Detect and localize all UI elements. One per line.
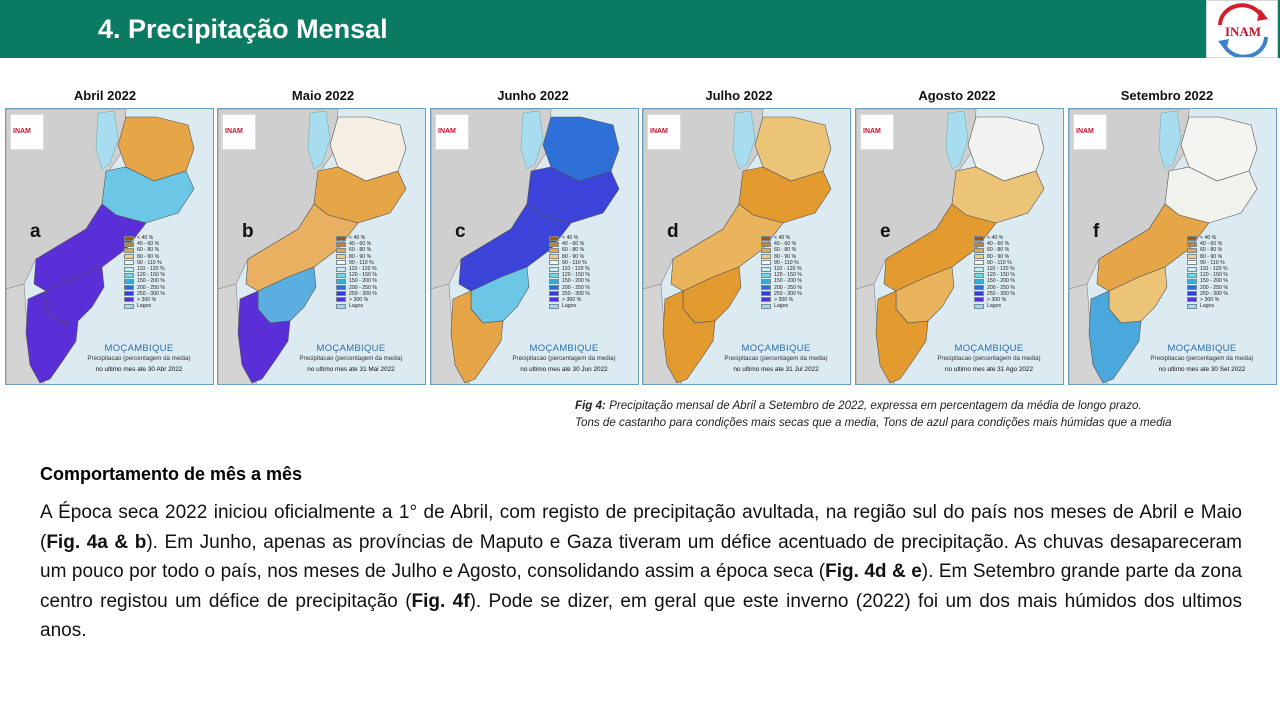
figure-caption-line1: Precipitação mensal de Abril a Setembro de 2022, expressa em percentagem da média de longo prazo.	[605, 399, 1142, 412]
panel-letter: e	[880, 221, 891, 242]
panel-letter: c	[455, 221, 466, 242]
legend-swatch	[549, 273, 559, 278]
legend-swatch	[336, 297, 346, 302]
legend-swatch	[974, 285, 984, 290]
legend-label: 150 - 200 %	[774, 278, 802, 285]
map-caption	[703, 343, 849, 373]
map-subtitle: Precipitacao (percentagem da media)	[87, 355, 191, 362]
legend-label: 120 - 150 %	[987, 272, 1015, 279]
map-legend	[974, 235, 1062, 309]
fig-ref-4f: Fig. 4f	[411, 590, 470, 612]
map-subtitle: Precipitacao (percentagem da media)	[1150, 355, 1254, 362]
legend-swatch	[761, 242, 771, 247]
legend-swatch	[336, 260, 346, 265]
legend-swatch	[974, 260, 984, 265]
legend-label: 90 - 110 %	[774, 259, 799, 266]
inam-mini-logo: INAM	[647, 114, 681, 150]
legend-swatch	[124, 248, 134, 253]
legend-swatch	[549, 304, 559, 309]
legend-label: 110 - 120 %	[774, 266, 802, 273]
inam-mini-logo: INAM	[860, 114, 894, 150]
map-legend	[1187, 235, 1275, 309]
legend-label: 250 - 300 %	[1200, 290, 1228, 297]
map-country: MOÇAMBIQUE	[104, 343, 174, 354]
legend-item	[124, 303, 212, 309]
legend-label: 110 - 120 %	[137, 266, 165, 273]
legend-swatch	[549, 254, 559, 259]
legend-swatch	[974, 273, 984, 278]
panel-letter: d	[667, 221, 679, 242]
map-subtitle: Precipitacao (percentagem da media)	[512, 355, 616, 362]
map-legend	[124, 235, 212, 309]
legend-swatch	[336, 248, 346, 253]
legend-swatch	[124, 242, 134, 247]
legend-label: 120 - 150 %	[774, 272, 802, 279]
legend-swatch	[974, 236, 984, 241]
legend-label: 90 - 110 %	[562, 259, 587, 266]
legend-item	[1187, 303, 1275, 309]
legend-swatch	[549, 291, 559, 296]
panel-title: Maio 2022	[291, 88, 355, 103]
map-country: MOÇAMBIQUE	[1167, 343, 1237, 354]
legend-label: 60 - 80 %	[137, 247, 160, 254]
section-title: Comportamento de mês a mês	[40, 464, 303, 484]
legend-label: 250 - 300 %	[137, 290, 165, 297]
legend-swatch	[1187, 260, 1197, 265]
legend-item	[974, 303, 1062, 309]
map-caption	[66, 343, 212, 373]
legend-swatch	[1187, 248, 1197, 253]
legend-label: 80 - 90 %	[562, 253, 585, 260]
legend-swatch	[761, 248, 771, 253]
inam-mini-logo: INAM	[222, 114, 256, 150]
legend-swatch	[974, 304, 984, 309]
legend-label: > 300 %	[349, 296, 369, 303]
figure-caption-line2: Tons de castanho para condições mais secas que a media, Tons de azul para condições mais húmidas que a media	[575, 416, 1172, 429]
legend-swatch	[974, 291, 984, 296]
map-legend	[549, 235, 637, 309]
legend-swatch	[124, 279, 134, 284]
map-panel	[642, 108, 851, 385]
legend-swatch	[761, 254, 771, 259]
legend-label: 90 - 110 %	[1200, 259, 1225, 266]
map-subtitle: Precipitacao (percentagem da media)	[937, 355, 1041, 362]
map-caption	[278, 343, 424, 373]
logo-text: INAM	[1224, 24, 1262, 39]
figure-label: Fig 4:	[575, 399, 606, 412]
legend-swatch	[549, 279, 559, 284]
legend-label: < 40 %	[349, 235, 366, 242]
map-subtitle: Precipitacao (percentagem da media)	[299, 355, 403, 362]
map-date: no ultimo mes ate 31 Jul 2022	[733, 366, 819, 373]
legend-swatch	[974, 279, 984, 284]
legend-label: 250 - 300 %	[774, 290, 802, 297]
legend-label: < 40 %	[774, 235, 791, 242]
legend-label: 110 - 120 %	[1200, 266, 1228, 273]
legend-label: 200 - 250 %	[562, 284, 590, 291]
inam-logo-icon	[1210, 3, 1276, 57]
legend-label: 250 - 300 %	[987, 290, 1015, 297]
inam-logo	[1206, 0, 1278, 58]
legend-swatch	[1187, 236, 1197, 241]
legend-swatch	[124, 297, 134, 302]
legend-swatch	[336, 304, 346, 309]
legend-swatch	[761, 304, 771, 309]
legend-swatch	[549, 242, 559, 247]
legend-swatch	[336, 236, 346, 241]
legend-label: 60 - 80 %	[562, 247, 585, 254]
legend-swatch	[974, 297, 984, 302]
legend-swatch	[1187, 267, 1197, 272]
legend-label: > 300 %	[1200, 296, 1220, 303]
legend-label: < 40 %	[137, 235, 154, 242]
legend-label: 250 - 300 %	[349, 290, 377, 297]
legend-label: < 40 %	[562, 235, 579, 242]
map-panel	[1068, 108, 1277, 385]
legend-label: Lagos	[349, 303, 364, 310]
map-date: no ultimo mes ate 30 Set 2022	[1158, 366, 1246, 373]
legend-label: 40 - 60 %	[987, 241, 1010, 248]
legend-label: > 300 %	[562, 296, 582, 303]
legend-label: 200 - 250 %	[137, 284, 165, 291]
legend-swatch	[761, 297, 771, 302]
legend-label: 40 - 60 %	[137, 241, 160, 248]
legend-swatch	[336, 242, 346, 247]
legend-label: 150 - 200 %	[562, 278, 590, 285]
legend-label: 120 - 150 %	[349, 272, 377, 279]
legend-label: 40 - 60 %	[562, 241, 585, 248]
legend-label: 60 - 80 %	[1200, 247, 1223, 254]
map-date: no ultimo mes ate 30 Jun 2022	[520, 366, 608, 373]
map-legend	[336, 235, 424, 309]
legend-label: 90 - 110 %	[349, 259, 374, 266]
legend-swatch	[336, 273, 346, 278]
panel-title: Junho 2022	[497, 88, 569, 103]
legend-label: > 300 %	[774, 296, 794, 303]
legend-label: < 40 %	[987, 235, 1004, 242]
legend-label: 150 - 200 %	[1200, 278, 1228, 285]
legend-swatch	[1187, 297, 1197, 302]
panel-title: Setembro 2022	[1120, 88, 1214, 103]
map-subtitle: Precipitacao (percentagem da media)	[724, 355, 828, 362]
legend-label: 80 - 90 %	[1200, 253, 1223, 260]
legend-swatch	[1187, 304, 1197, 309]
legend-swatch	[761, 273, 771, 278]
panel-title: Abril 2022	[73, 88, 137, 103]
legend-item	[336, 303, 424, 309]
legend-swatch	[336, 279, 346, 284]
legend-swatch	[1187, 279, 1197, 284]
figure-caption	[575, 397, 1172, 431]
legend-label: 250 - 300 %	[562, 290, 590, 297]
legend-swatch	[124, 260, 134, 265]
legend-swatch	[124, 273, 134, 278]
legend-swatch	[974, 267, 984, 272]
map-legend	[761, 235, 849, 309]
legend-swatch	[1187, 254, 1197, 259]
legend-swatch	[336, 267, 346, 272]
legend-swatch	[549, 236, 559, 241]
legend-label: > 300 %	[137, 296, 157, 303]
legend-label: 200 - 250 %	[774, 284, 802, 291]
legend-label: Lagos	[1200, 303, 1215, 310]
legend-swatch	[549, 248, 559, 253]
map-date: no ultimo mes ate 31 Ago 2022	[944, 366, 1034, 373]
legend-swatch	[124, 291, 134, 296]
legend-label: 60 - 80 %	[987, 247, 1010, 254]
legend-label: 80 - 90 %	[774, 253, 797, 260]
map-panel	[5, 108, 214, 385]
legend-swatch	[124, 304, 134, 309]
map-country: MOÇAMBIQUE	[954, 343, 1024, 354]
legend-label: 150 - 200 %	[137, 278, 165, 285]
legend-swatch	[761, 267, 771, 272]
inam-mini-logo: INAM	[435, 114, 469, 150]
legend-swatch	[124, 267, 134, 272]
legend-item	[761, 303, 849, 309]
legend-label: > 300 %	[987, 296, 1007, 303]
map-country: MOÇAMBIQUE	[529, 343, 599, 354]
legend-label: Lagos	[137, 303, 152, 310]
map-panel	[430, 108, 639, 385]
legend-swatch	[124, 254, 134, 259]
legend-label: 120 - 150 %	[562, 272, 590, 279]
legend-swatch	[974, 254, 984, 259]
legend-label: 150 - 200 %	[987, 278, 1015, 285]
legend-swatch	[1187, 291, 1197, 296]
legend-label: 120 - 150 %	[1200, 272, 1228, 279]
legend-swatch	[761, 279, 771, 284]
legend-label: 200 - 250 %	[1200, 284, 1228, 291]
legend-label: 80 - 90 %	[987, 253, 1010, 260]
legend-swatch	[974, 248, 984, 253]
legend-label: 60 - 80 %	[774, 247, 797, 254]
legend-label: Lagos	[562, 303, 577, 310]
legend-swatch	[1187, 242, 1197, 247]
map-country: MOÇAMBIQUE	[741, 343, 811, 354]
inam-mini-logo: INAM	[1073, 114, 1107, 150]
legend-label: 80 - 90 %	[349, 253, 372, 260]
legend-label: 90 - 110 %	[987, 259, 1012, 266]
legend-label: 120 - 150 %	[137, 272, 165, 279]
legend-label: 110 - 120 %	[562, 266, 590, 273]
legend-label: 40 - 60 %	[1200, 241, 1223, 248]
legend-swatch	[761, 291, 771, 296]
panel-letter: f	[1093, 221, 1100, 242]
legend-item	[549, 303, 637, 309]
legend-swatch	[124, 285, 134, 290]
legend-swatch	[761, 236, 771, 241]
legend-label: 90 - 110 %	[137, 259, 162, 266]
page-title: 4. Precipitação Mensal	[98, 14, 388, 44]
legend-label: 200 - 250 %	[987, 284, 1015, 291]
map-caption	[491, 343, 637, 373]
map-caption	[916, 343, 1062, 373]
legend-label: 80 - 90 %	[137, 253, 160, 260]
legend-label: 200 - 250 %	[349, 284, 377, 291]
legend-swatch	[549, 267, 559, 272]
map-panel	[217, 108, 426, 385]
legend-label: 40 - 60 %	[349, 241, 372, 248]
panel-title: Julho 2022	[705, 88, 773, 103]
header-bar	[0, 0, 1280, 58]
legend-label: 150 - 200 %	[349, 278, 377, 285]
legend-swatch	[124, 236, 134, 241]
inam-mini-logo: INAM	[10, 114, 44, 150]
legend-label: 40 - 60 %	[774, 241, 797, 248]
legend-swatch	[549, 285, 559, 290]
map-date: no ultimo mes ate 31 Mai 2022	[307, 366, 395, 373]
map-country: MOÇAMBIQUE	[316, 343, 386, 354]
legend-swatch	[549, 297, 559, 302]
legend-label: Lagos	[987, 303, 1002, 310]
legend-swatch	[1187, 285, 1197, 290]
legend-label: Lagos	[774, 303, 789, 310]
legend-swatch	[1187, 273, 1197, 278]
legend-swatch	[336, 285, 346, 290]
legend-swatch	[549, 260, 559, 265]
panel-letter: b	[242, 221, 254, 242]
map-date: no ultimo mes ate 30 Abr 2022	[95, 366, 183, 373]
panel-title: Agosto 2022	[918, 88, 996, 103]
legend-label: < 40 %	[1200, 235, 1217, 242]
map-caption	[1129, 343, 1275, 373]
legend-swatch	[761, 260, 771, 265]
body-paragraph: A Época seca 2022 iniciou oficialmente a 1° de Abril, com registo de precipitação avultada, na região sul do país nos meses de Abril e Maio (Fig. 4a & b). Em Junho, apenas as províncias de Maputo e Gaza tiveram um défice acentuado de precipitação. As chuvas desapareceram um pouco por todo o país, nos meses de Julho e Agosto, consolidando assim a época seca (Fig. 4d & e). Em Setembro grande parte da zona centro registou um défice de precipitação (Fig. 4f). Pode se dizer, em geral que este inverno (2022) foi um dos mais húmidos dos ultimos anos.	[40, 502, 1242, 641]
legend-label: 60 - 80 %	[349, 247, 372, 254]
legend-swatch	[974, 242, 984, 247]
legend-swatch	[336, 254, 346, 259]
panel-letter: a	[30, 221, 41, 242]
legend-label: 110 - 120 %	[987, 266, 1015, 273]
legend-swatch	[336, 291, 346, 296]
fig-ref-4de: Fig. 4d & e	[825, 561, 922, 582]
legend-swatch	[761, 285, 771, 290]
map-panel	[855, 108, 1064, 385]
legend-label: 110 - 120 %	[349, 266, 377, 273]
fig-ref-4ab: Fig. 4a & b	[46, 531, 147, 553]
